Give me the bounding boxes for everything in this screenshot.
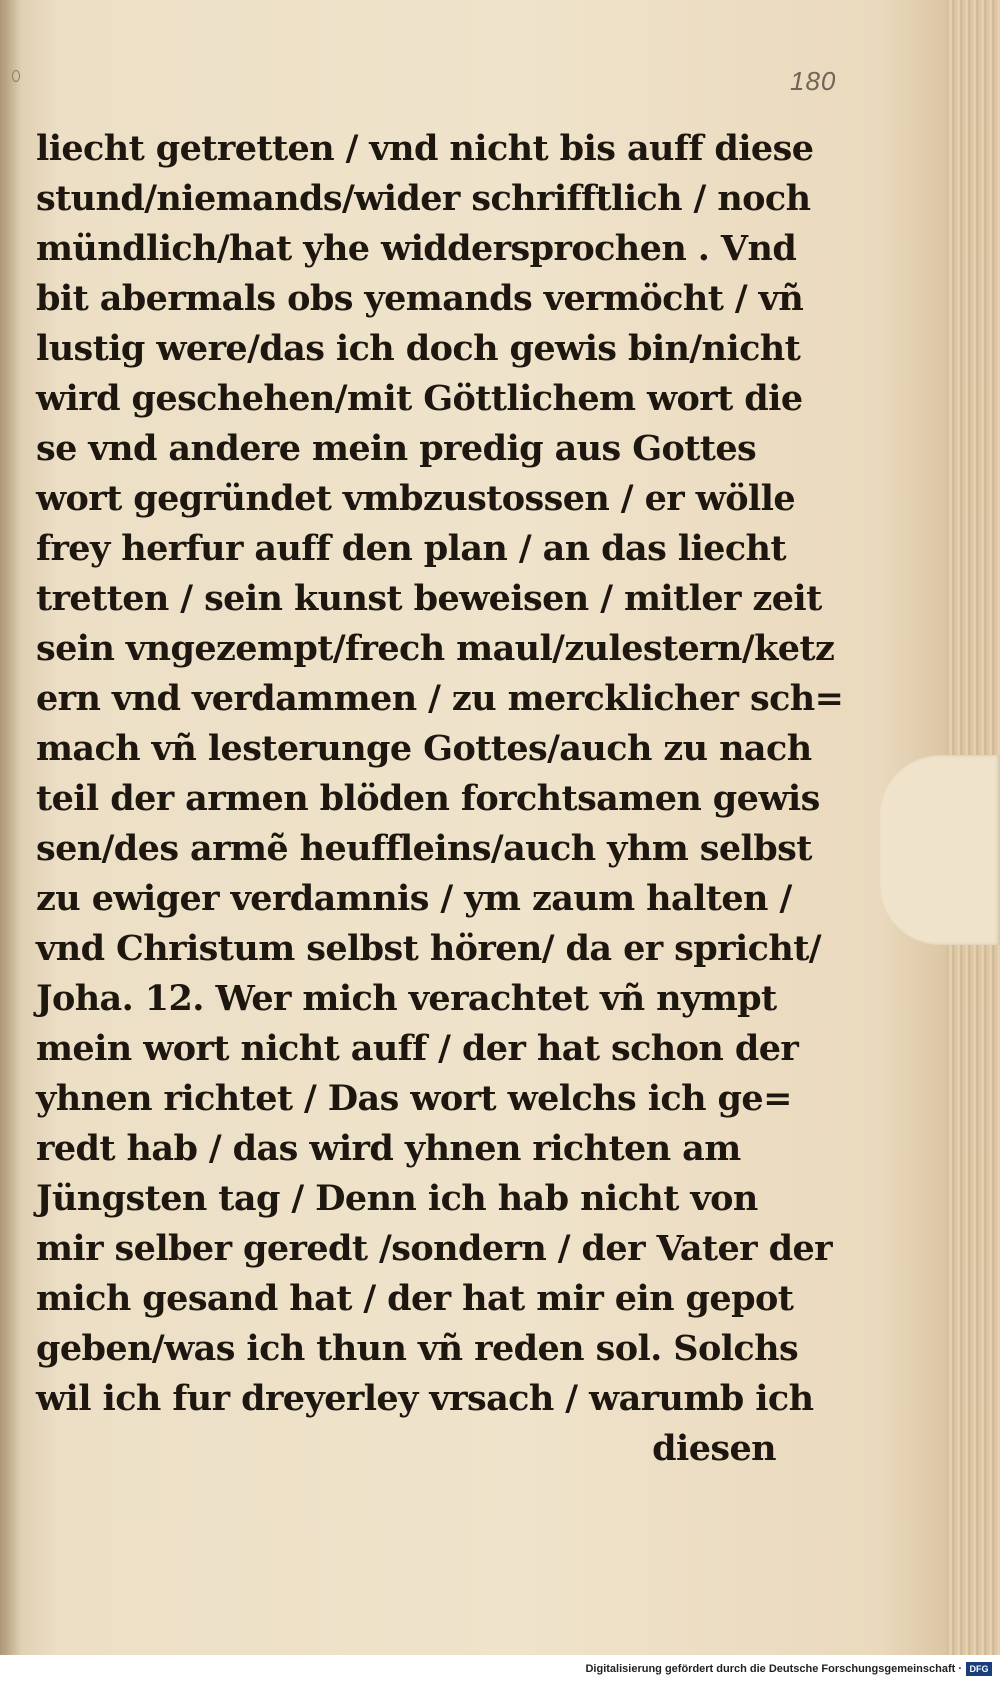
- funding-credit: Digitalisierung gefördert durch die Deutsche Forschungsgemeinschaft ·: [585, 1663, 962, 1675]
- catchword: diesen: [652, 1428, 776, 1469]
- text-block: [36, 124, 844, 1474]
- text-line: vnd Christum selbst hören/ da er spricht/: [36, 928, 821, 969]
- spine-shadow: [0, 0, 22, 1655]
- text-line: wird geschehen/mit Göttlichem wort die: [36, 378, 803, 419]
- text-line: se vnd andere mein predig aus Gottes: [36, 428, 757, 469]
- folio-number: 180: [790, 66, 837, 96]
- text-line: mündlich/hat yhe widdersprochen . Vnd: [36, 228, 797, 269]
- text-line: geben/was ich thun vñ reden sol. Solchs: [36, 1328, 799, 1369]
- text-line: mein wort nicht auff / der hat schon der: [36, 1028, 799, 1069]
- text-line: liecht getretten / vnd nicht bis auff diese: [36, 128, 814, 169]
- text-line: zu ewiger verdamnis / ym zaum halten /: [36, 878, 792, 919]
- page-tab: [880, 755, 1000, 945]
- dfg-logo: DFG: [966, 1662, 992, 1676]
- text-line: redt hab / das wird yhnen richten am: [36, 1128, 741, 1169]
- text-line: lustig were/das ich doch gewis bin/nicht: [36, 328, 801, 369]
- text-line: teil der armen blöden forchtsamen gewis: [36, 778, 820, 819]
- text-line: yhnen richtet / Das wort welchs ich ge=: [36, 1078, 792, 1119]
- text-line: wil ich fur dreyerley vrsach / warumb ich: [36, 1378, 814, 1419]
- text-line: frey herfur auff den plan / an das liecht: [36, 528, 786, 569]
- footer-bar: [0, 1655, 1000, 1686]
- text-line: Joha. 12. Wer mich verachtet vñ nympt: [36, 978, 777, 1019]
- text-line: wort gegründet vmbzustossen / er wölle: [36, 478, 795, 519]
- text-line: sein vngezempt/frech maul/zulestern/ketz: [36, 628, 835, 669]
- text-line: mich gesand hat / der hat mir ein gepot: [36, 1278, 794, 1319]
- margin-mark: [12, 70, 20, 82]
- text-line: bit abermals obs yemands vermöcht / vñ: [36, 278, 804, 319]
- text-line: Jüngsten tag / Denn ich hab nicht von: [36, 1178, 758, 1219]
- text-line: mach vñ lesterunge Gottes/auch zu nach: [36, 728, 812, 769]
- text-line: tretten / sein kunst beweisen / mitler zeit: [36, 578, 822, 619]
- text-line: ern vnd verdammen / zu mercklicher sch=: [36, 678, 844, 719]
- text-line: sen/des armẽ heuffleins/auch yhm selbst: [36, 828, 812, 869]
- text-line: stund/niemands/wider schrifftlich / noch: [36, 178, 811, 219]
- text-line: mir selber geredt /sondern / der Vater der: [36, 1228, 832, 1269]
